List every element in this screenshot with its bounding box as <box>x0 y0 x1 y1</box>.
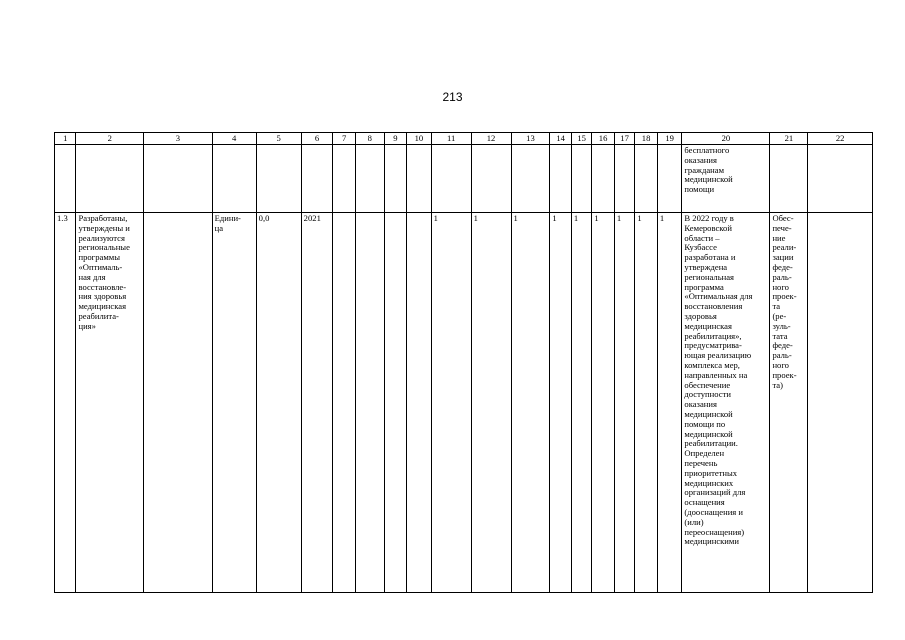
table-cell <box>355 213 384 593</box>
column-header: 7 <box>333 133 356 145</box>
value-cell: 1 <box>431 213 471 593</box>
table-cell <box>511 145 550 213</box>
value-cell: 1 <box>471 213 511 593</box>
column-header: 18 <box>635 133 658 145</box>
table-cell <box>571 145 591 213</box>
table-cell <box>144 145 213 213</box>
table-cell <box>770 145 808 213</box>
base-value: 0,0 <box>256 213 301 593</box>
column-header: 15 <box>571 133 591 145</box>
table-cell <box>212 145 256 213</box>
column-header: 6 <box>301 133 333 145</box>
indicator-name: Разработаны, утверждены и реализуются региональные программы «Оптималь- ная для восстановле- ния здоровья медицинская реабилита- ция» <box>76 213 144 593</box>
table-cell <box>550 145 571 213</box>
table-cell <box>384 213 407 593</box>
column-header: 8 <box>355 133 384 145</box>
column-header: 2 <box>76 133 144 145</box>
table-cell <box>657 145 682 213</box>
column-header: 3 <box>144 133 213 145</box>
table-cell <box>808 213 873 593</box>
table-cell <box>333 145 356 213</box>
column-number-row <box>55 133 873 145</box>
page-number: 213 <box>442 90 463 104</box>
column-header: 14 <box>550 133 571 145</box>
row-number: 1.3 <box>55 213 76 593</box>
table-cell <box>471 145 511 213</box>
value-cell: 1 <box>635 213 658 593</box>
table-cell <box>55 145 76 213</box>
value-cell: 1 <box>511 213 550 593</box>
value-cell: 1 <box>550 213 571 593</box>
table-cell <box>256 145 301 213</box>
table-cell <box>76 145 144 213</box>
column-header: 5 <box>256 133 301 145</box>
table-cell <box>144 213 213 593</box>
column-header: 11 <box>431 133 471 145</box>
column-header: 22 <box>808 133 873 145</box>
column-header: 21 <box>770 133 808 145</box>
base-year: 2021 <box>301 213 333 593</box>
data-table <box>54 132 873 593</box>
value-cell: 1 <box>657 213 682 593</box>
column-header: 16 <box>592 133 615 145</box>
table-cell <box>808 145 873 213</box>
table-cell <box>407 145 432 213</box>
table-cell <box>614 145 634 213</box>
column-header: 4 <box>212 133 256 145</box>
column-header: 19 <box>657 133 682 145</box>
column-header: 9 <box>384 133 407 145</box>
column-header: 17 <box>614 133 634 145</box>
column-header: 20 <box>682 133 770 145</box>
column-header: 10 <box>407 133 432 145</box>
table-cell <box>355 145 384 213</box>
table-cell <box>592 145 615 213</box>
table-cell <box>635 145 658 213</box>
table-cell <box>431 145 471 213</box>
value-cell: 1 <box>614 213 634 593</box>
continuation-result-text: бесплатного оказания гражданам медицинской помощи <box>682 145 770 213</box>
value-cell: 1 <box>571 213 591 593</box>
table-row-continuation <box>55 145 873 213</box>
column-header: 1 <box>55 133 76 145</box>
project-linkage: Обес- пече- ние реали- зации феде- раль- ного проек- та (ре- зуль- тата феде- раль- ного проек- та) <box>770 213 808 593</box>
table-cell <box>333 213 356 593</box>
result-description: В 2022 году в Кемеровской области – Кузбассе разработана и утверждена региональная программа «Оптимальная для восстановления здоровья медицинская реабилитация», предусматрива- ющая реализацию комплекса мер, направленных на обеспечение доступности оказания медицинской помощи по медицинской реабилитации. Определен перечень приоритетных медицинских организаций для оснащения (дооснащения и (или) переоснащения) медицинскими <box>682 213 770 593</box>
column-header: 13 <box>511 133 550 145</box>
table-cell <box>384 145 407 213</box>
value-cell: 1 <box>592 213 615 593</box>
unit-of-measure: Едини- ца <box>212 213 256 593</box>
column-header: 12 <box>471 133 511 145</box>
table-row <box>55 213 873 593</box>
table-cell <box>301 145 333 213</box>
table-cell <box>407 213 432 593</box>
